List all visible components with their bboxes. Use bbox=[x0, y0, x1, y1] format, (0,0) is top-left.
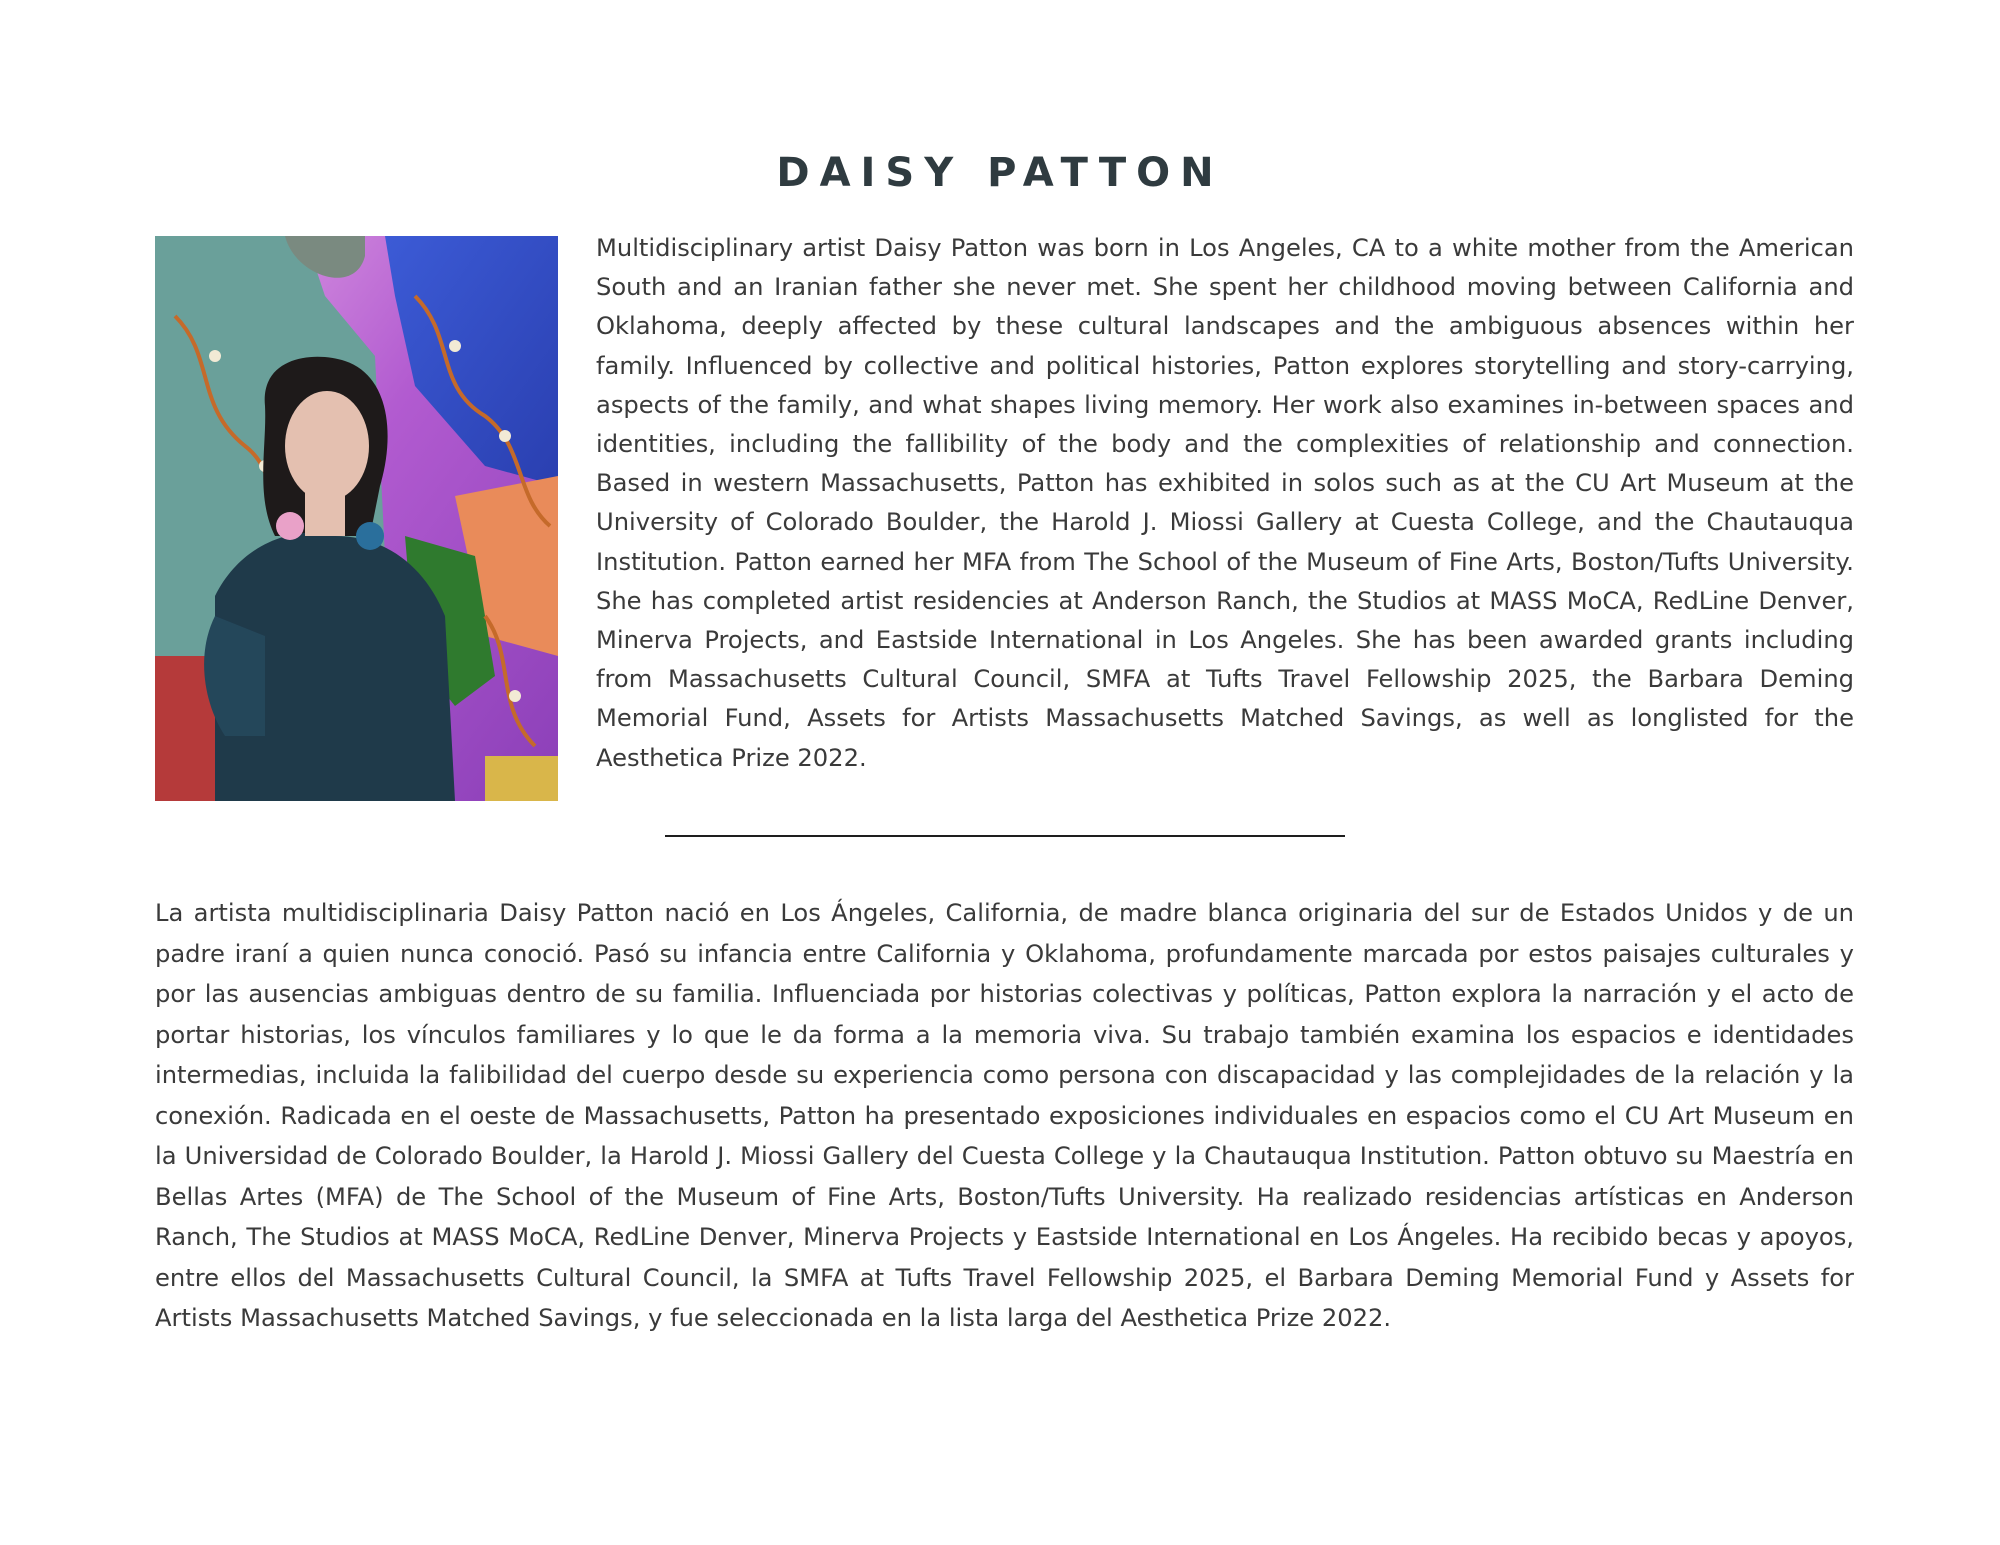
section-divider bbox=[665, 835, 1345, 837]
artist-name-title: DAISY PATTON bbox=[776, 150, 1224, 196]
artist-portrait-photo bbox=[155, 236, 558, 801]
bio-english: Multidisciplinary artist Daisy Patton was born in Los Angeles, CA to a white mother from the American South and an Iranian father she never met. She spent her childhood moving between California and Oklahoma, deeply affected by these cultural landscapes and the ambiguous absences within her family. Influenced by collective and political histories, Patton explores storytelling and story-carrying, aspects of the family, and what shapes living memory. Her work also examines in-between spaces and identities, including the fallibility of the body and the complexities of relationship and connection. Based in western Massachusetts, Patton has exhibited in solos such as at the CU Art Museum at the University of Colorado Boulder, the Harold J. Miossi Gallery at Cuesta College, and the Chautauqua Institution. Patton earned her MFA from The School of the Museum of Fine Arts, Boston/Tufts University. She has completed artist residencies at Anderson Ranch, the Studios at MASS MoCA, RedLine Denver, Minerva Projects, and Eastside International in Los Angeles. She has been awarded grants including from Massachusetts Cultural Council, SMFA at Tufts Travel Fellowship 2025, the Barbara Deming Memorial Fund, Assets for Artists Massachusetts Matched Savings, as well as longlisted for the Aesthetica Prize 2022. bbox=[596, 234, 1854, 772]
bio-spanish: La artista multidisciplinaria Daisy Patton nació en Los Ángeles, California, de madre blanca originaria del sur de Estados Unidos y de un padre iraní a quien nunca conoció. Pasó su infancia entre California y Oklahoma, profundamente marcada por estos paisajes culturales y por las ausencias ambiguas dentro de su familia. Influenciada por historias colectivas y políticas, Patton explora la narración y el acto de portar historias, los vínculos familiares y lo que le da forma a la memoria viva. Su trabajo también examina los espacios e identidades intermedias, incluida la falibilidad del cuerpo desde su experiencia como persona con discapacidad y las complejidades de la relación y la conexión. Radicada en el oeste de Massachusetts, Patton ha presentado exposiciones individuales en espacios como el CU Art Museum en la Universidad de Colorado Boulder, la Harold J. Miossi Gallery del Cuesta College y la Chautauqua Institution. Patton obtuvo su Maestría en Bellas Artes (MFA) de The School of the Museum of Fine Arts, Boston/Tufts University. Ha realizado residencias artísticas en Anderson Ranch, The Studios at MASS MoCA, RedLine Denver, Minerva Projects y Eastside International en Los Ángeles. Ha recibido becas y apoyos, entre ellos del Massachusetts Cultural Council, la SMFA at Tufts Travel Fellowship 2025, el Barbara Deming Memorial Fund y Assets for Artists Massachusetts Matched Savings, y fue seleccionada en la lista larga del Aesthetica Prize 2022. bbox=[155, 899, 1854, 1332]
